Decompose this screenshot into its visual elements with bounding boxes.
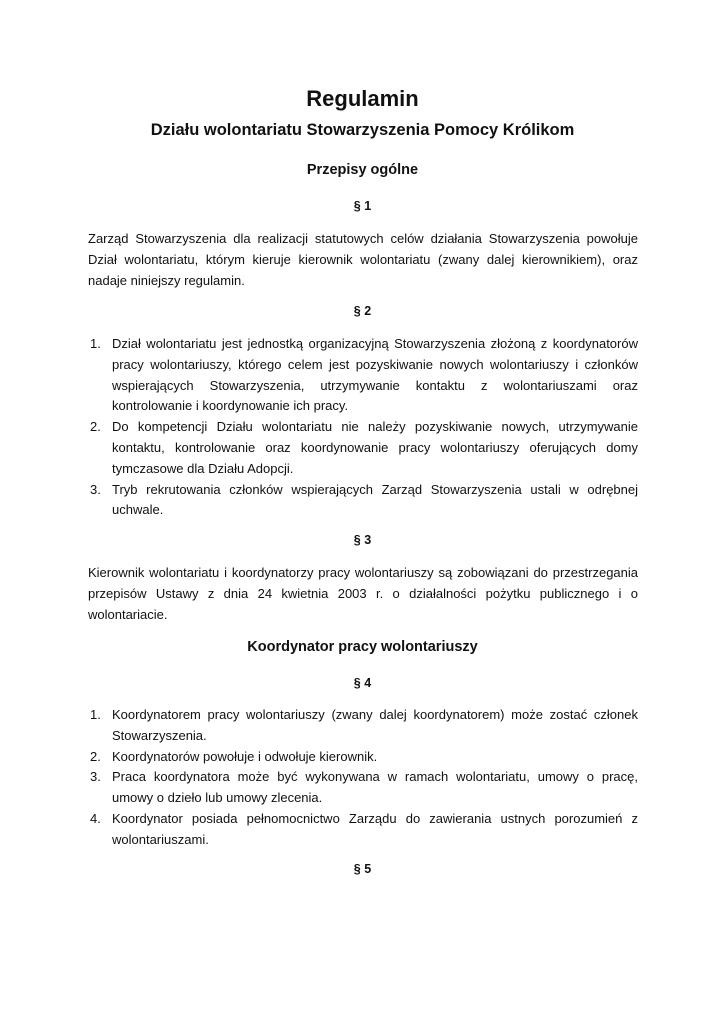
paragraph-5-label: § 5 [353, 862, 372, 876]
list-item-text: Koordynatorem pracy wolontariuszy (zwany dalej koordynatorem) może zostać członek Stowarzyszenia. [112, 707, 638, 743]
list-item-number: 2. [90, 748, 101, 764]
document-title: Regulamin [306, 86, 419, 111]
list-item-text: Do kompetencji Działu wolontariatu nie należy pozyskiwanie nowych, utrzymywanie kontaktu, kontrolowanie oraz koordynowanie pracy wolontariuszy oferujących domy tymczasowe dla Działu Adopcji. [112, 419, 638, 476]
section-heading-general: Przepisy ogólne [306, 162, 419, 178]
list-item-text: Koordynatorów powołuje i odwołuje kierownik. [112, 748, 378, 764]
list-item [88, 767, 638, 809]
paragraph-2-list [88, 334, 638, 521]
paragraph-4-label: § 4 [353, 676, 372, 690]
paragraph-3-text: Kierownik wolontariatu i koordynatorzy pracy wolontariuszy są zobowiązani do przestrzegania przepisów Ustawy z dnia 24 kwietnia 2003 r. o działalności pożytku publicznego i o wolontariacie. [88, 565, 638, 622]
list-item-number: 1. [90, 707, 101, 722]
list-item [88, 747, 638, 768]
list-item-number: 2. [90, 419, 101, 435]
section-heading-coordinator: Koordynator pracy wolontariuszy [247, 639, 478, 655]
paragraph-3-label: § 3 [353, 533, 372, 547]
paragraph-1-label: § 1 [353, 199, 372, 213]
list-item-number: 3. [90, 481, 101, 497]
paragraph-1-text: Zarząd Stowarzyszenia dla realizacji statutowych celów działania Stowarzyszenia powołuje Dział wolontariatu, którym kieruje kierownik wolontariatu (zwany dalej kierownikiem), oraz nadaje niniejszy regulamin. [88, 231, 638, 288]
paragraph-2-label: § 2 [353, 304, 372, 318]
list-item-text: Tryb rekrutowania członków wspierających Zarząd Stowarzyszenia ustali w odrębnej uchwale. [112, 481, 638, 518]
paragraph-4-list [88, 705, 638, 851]
list-item [88, 334, 638, 417]
list-item [88, 480, 638, 522]
list-item-text: Praca koordynatora może być wykonywana w ramach wolontariatu, umowy o pracę, umowy o dzieło lub umowy zlecenia. [112, 769, 638, 806]
list-item-number: 1. [90, 336, 101, 351]
list-item-text: Dział wolontariatu jest jednostką organizacyjną Stowarzyszenia złożoną z koordynatorów pracy wolontariuszy, którego celem jest pozyskiwanie nowych wolontariuszy i członków wspierających Stowarzyszenia, utrzymywanie kontaktu z wolontariuszami oraz kontrolowanie i koordynowanie ich pracy. [112, 336, 638, 414]
document-subtitle: Działu wolontariatu Stowarzyszenia Pomocy Królikom [150, 121, 575, 139]
list-item-text: Koordynator posiada pełnomocnictwo Zarządu do zawierania ustnych porozumień z wolontariuszami. [112, 810, 638, 847]
list-item-number: 4. [90, 810, 101, 826]
list-item [88, 417, 638, 479]
list-item [88, 809, 638, 851]
list-item-number: 3. [90, 769, 101, 785]
list-item [88, 705, 638, 747]
